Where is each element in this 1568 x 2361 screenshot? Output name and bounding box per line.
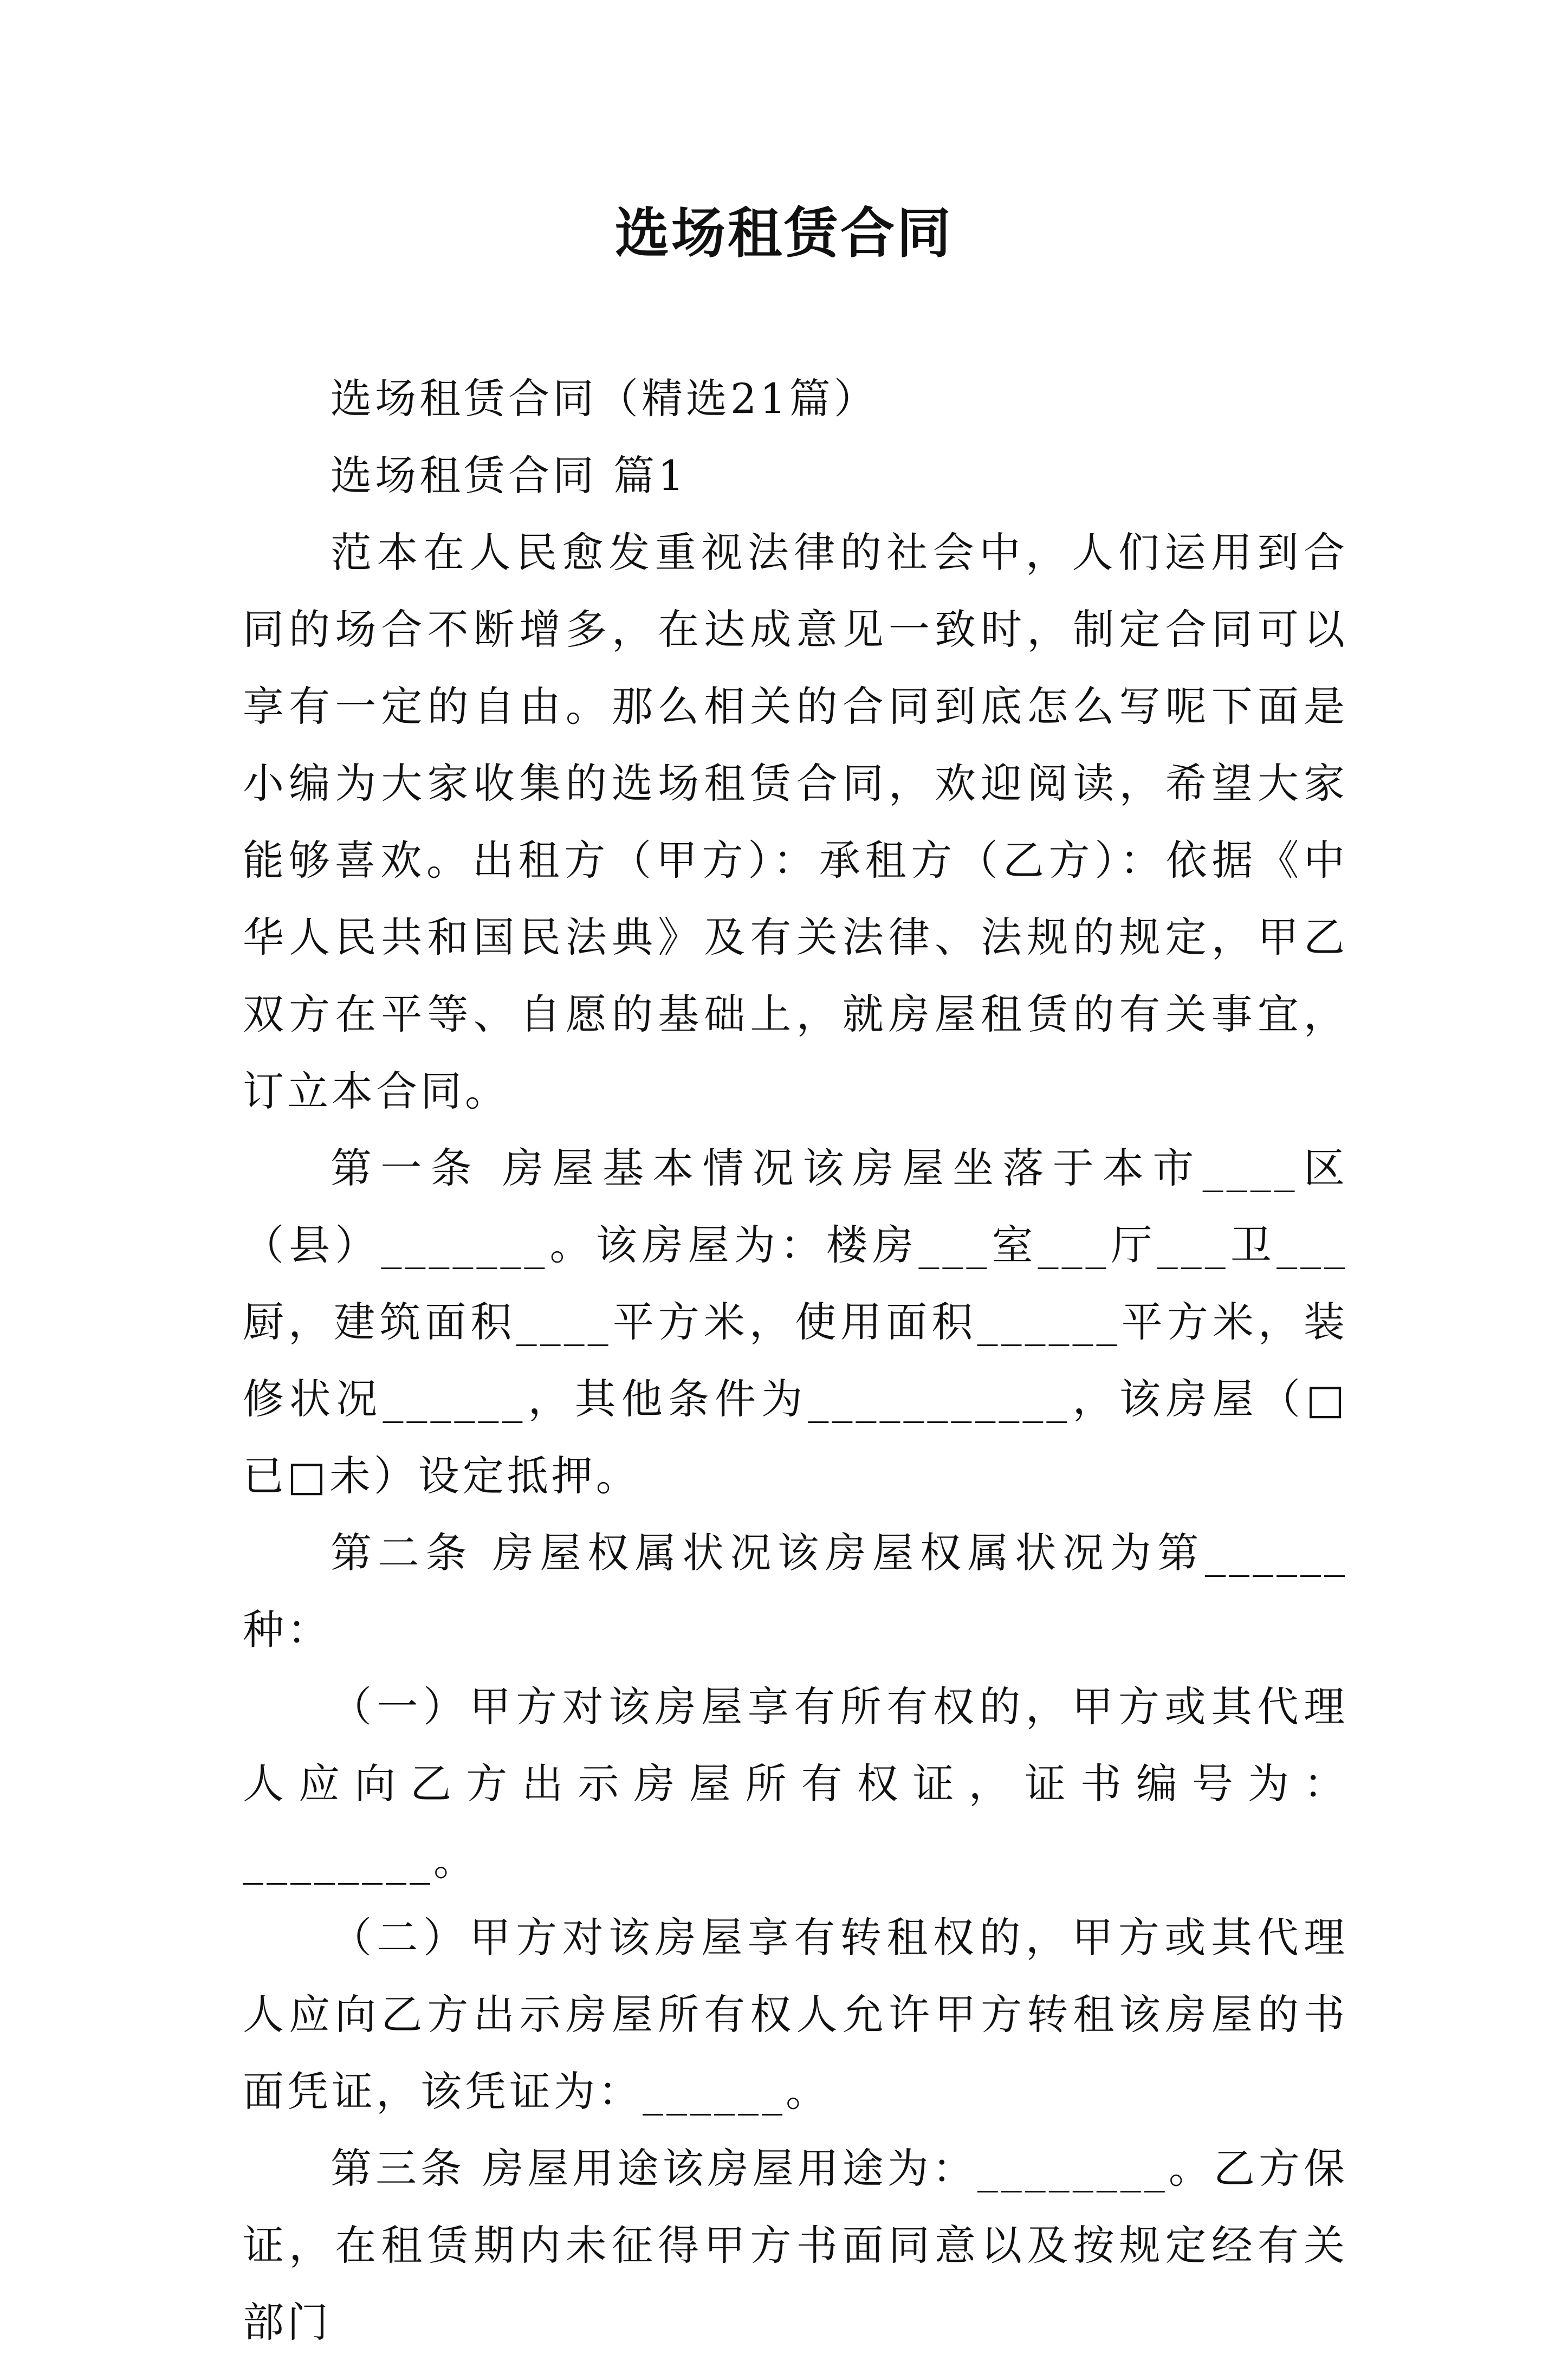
paragraph-article-2: 第二条 房屋权属状况该房屋权属状况为第______种： (243, 1529, 1348, 1654)
paragraph-article-2-item-2: （二）甲方对该房屋享有转租权的，甲方或其代理人应向乙方出示房屋所有权人允许甲方转租该房屋的书面凭证，该凭证为：______。 (243, 1913, 1348, 2116)
paragraph-article-3: 第三条 房屋用途该房屋用途为：________。乙方保证，在租赁期内未征得甲方书面同意以及按规定经有关部门 (243, 2144, 1348, 2346)
paragraph-section-heading: 选场租赁合同 篇1 (331, 451, 688, 500)
document-title: 选场租赁合同 (615, 201, 953, 265)
paragraph-subtitle: 选场租赁合同（精选21篇） (331, 374, 878, 423)
paragraph-article-2-item-1: （一）甲方对该房屋享有所有权的，甲方或其代理人应向乙方出示房屋所有权证，证书编号为：________。 (243, 1683, 1348, 1885)
document-body (243, 360, 1348, 2361)
paragraph-article-1: 第一条 房屋基本情况该房屋坐落于本市____区（县）_______。该房屋为：楼房___室___厅___卫___厨，建筑面积____平方米，使用面积______平方米，装修状况______，其他条件为___________，该房屋（□已□未）设定抵押。 (243, 1144, 1348, 1500)
paragraph-intro: 范本在人民愈发重视法律的社会中，人们运用到合同的场合不断增多，在达成意见一致时，制定合同可以享有一定的自由。那么相关的合同到底怎么写呢下面是小编为大家收集的选场租赁合同，欢迎阅读，希望大家能够喜欢。出租方（甲方）：承租方（乙方）：依据《中华人民共和国民法典》及有关法律、法规的规定，甲乙双方在平等、自愿的基础上，就房屋租赁的有关事宜，订立本合同。 (243, 528, 1348, 1115)
